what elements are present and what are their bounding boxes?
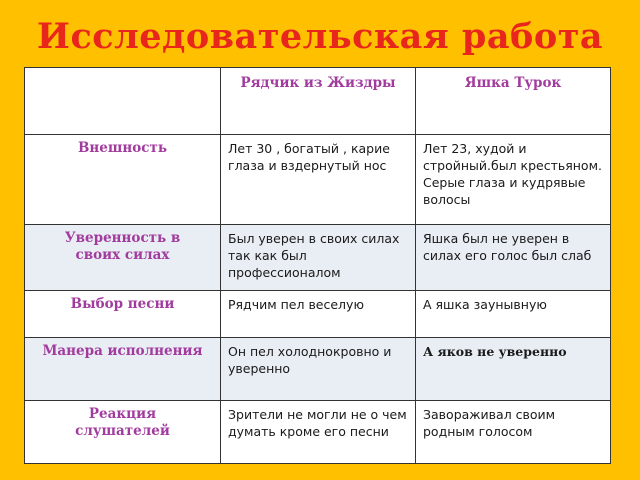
table-row xyxy=(25,338,611,401)
cell-confidence-yashka: Яшка был не уверен в силах его голос был слаб xyxy=(423,231,592,263)
table-cell xyxy=(416,291,611,338)
table-cell xyxy=(416,135,611,225)
table-cell xyxy=(221,135,416,225)
table-cell xyxy=(221,291,416,338)
table-cell xyxy=(221,338,416,401)
row-label-performance: Манера исполнения xyxy=(42,343,203,359)
cell-confidence-ryadchik: Был уверен в своих силах так как был профессионалом xyxy=(228,231,400,280)
comparison-table xyxy=(24,67,611,464)
row-label-appearance: Внешность xyxy=(77,140,168,156)
table-row xyxy=(25,135,611,225)
table-cell xyxy=(221,225,416,291)
row-label-cell xyxy=(25,225,221,291)
cell-song-choice-ryadchik: Рядчим пел веселую xyxy=(228,297,364,312)
column-header-yashka-text: Яшка Турок xyxy=(464,75,562,91)
row-label-reaction: Реакция слушателей xyxy=(75,406,170,439)
corner-cell xyxy=(25,68,221,135)
table-row xyxy=(25,225,611,291)
column-header-ryadchik-text: Рядчик из Жиздры xyxy=(240,75,396,91)
table-row xyxy=(25,291,611,338)
table-cell xyxy=(416,225,611,291)
column-header-ryadchik xyxy=(221,68,416,135)
cell-reaction-yashka: Завораживал своим родным голосом xyxy=(423,407,556,439)
table-header-row xyxy=(25,68,611,135)
table-cell xyxy=(416,338,611,401)
cell-appearance-yashka: Лет 23, худой и стройный.был крестьяном. Серые глаза и кудрявые волосы xyxy=(423,141,602,207)
cell-performance-yashka: А яков не уверенно xyxy=(423,344,567,359)
row-label-cell xyxy=(25,338,221,401)
table-cell xyxy=(221,401,416,464)
row-label-cell xyxy=(25,291,221,338)
column-header-yashka xyxy=(416,68,611,135)
cell-performance-ryadchik: Он пел холоднокровно и уверенно xyxy=(228,344,392,376)
cell-song-choice-yashka: А яшка заунывную xyxy=(423,297,547,312)
cell-appearance-ryadchik: Лет 30 , богатый , карие глаза и вздернутый нос xyxy=(228,141,390,173)
table-row xyxy=(25,401,611,464)
row-label-song-choice: Выбор песни xyxy=(70,296,175,312)
row-label-confidence: Уверенность в своих силах xyxy=(64,230,181,263)
slide-title: Исследовательская работа xyxy=(36,16,604,57)
row-label-cell xyxy=(25,401,221,464)
table-cell xyxy=(416,401,611,464)
cell-reaction-ryadchik: Зрители не могли не о чем думать кроме его песни xyxy=(228,407,407,439)
row-label-cell xyxy=(25,135,221,225)
